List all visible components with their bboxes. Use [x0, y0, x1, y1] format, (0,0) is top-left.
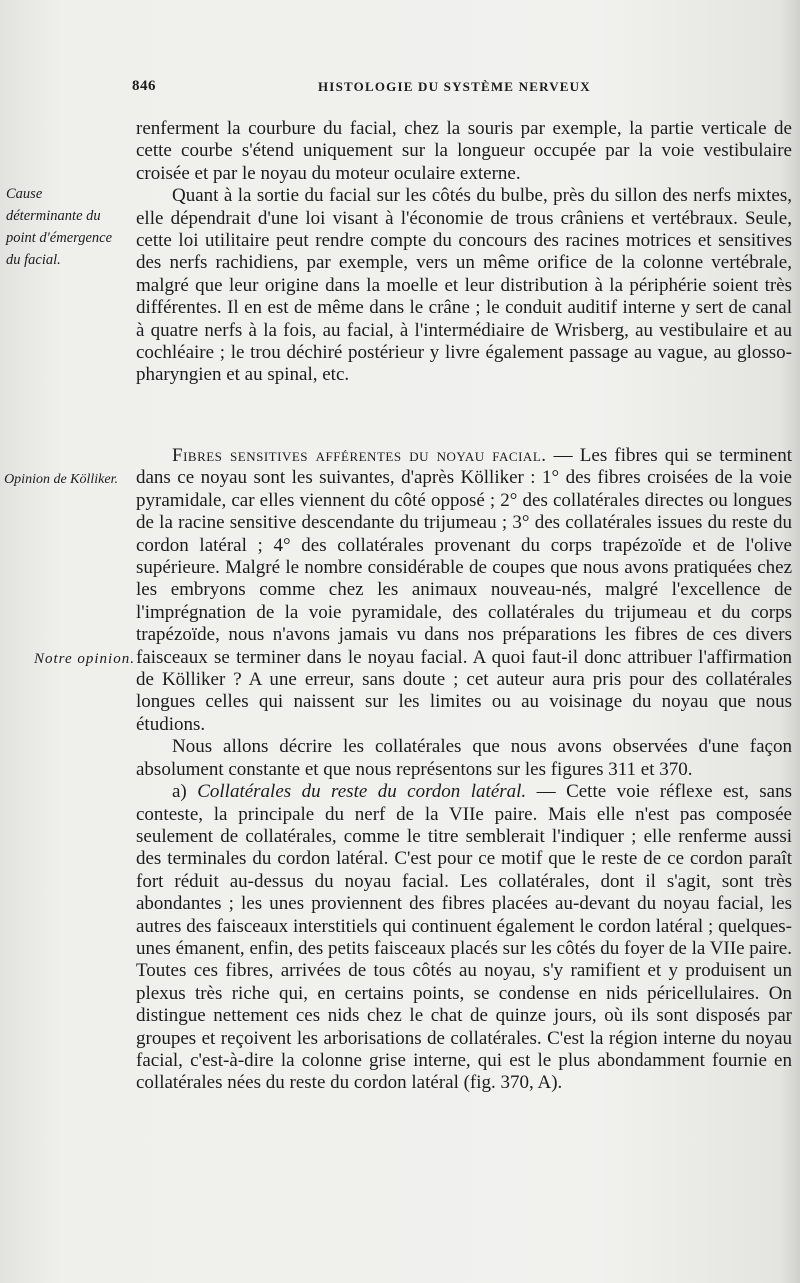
paragraph-cordon-text: — Cette voie réflexe est, sans conteste, la principale du nerf de la VIIe paire. Mais elle n'est pas composée seulement de collatérales, comme le titre semblerait l'indiquer ; elle renferme aussi des terminales du cordon latéral. C'est pour ce motif que le reste de ce cordon paraît fort réduit au-dessus du noyau facial. Les collatérales, dont il s'agit, sont très abondantes ; les unes proviennent des fibres placées au-devant du noyau facial, les autres des faisceaux interstitiels qui continuent également le cordon latéral ; quelques-unes émanent, enfin, des petits faisceaux placés sur les côtés du foyer de la VIIe paire. Toutes ces fibres, arrivées de tous côtés au noyau, s'y ramifient et y produisent un plexus très riche qui, en certains points, se condense en nids péricellulaires. On distingue nettement ces nids chez le chat de quinze jours, où ils sont disposés par groupes et reçoivent les arborisations de collatérales. C'est la région interne du noyau facial, c'est-à-dire la colonne grise interne, qui est le plus abondamment fournie en collatérales nées du reste du cordon latéral (fig. 370, A).: [136, 781, 792, 1094]
section-heading-fibres: Fibres sensitives afférentes du noyau facial.: [172, 445, 547, 466]
paragraph-continuation: renferment la courbure du facial, chez la souris par exemple, la partie verticale de cette courbe s'étend uniquement sur la longueur occupée par la voie vestibulaire croisée et par le noyau du moteur oculaire externe.: [136, 118, 792, 184]
paragraph-cordon-lateral: [136, 781, 792, 1095]
subsection-heading: Collatérales du reste du cordon latéral.: [197, 781, 527, 803]
text-block-bottom: [136, 445, 792, 1095]
margin-note-notre-opinion: Notre opinion.: [34, 651, 135, 667]
paragraph-collaterales-intro: Nous allons décrire les collatérales que nous avons observées d'une façon absolument constante et que nous représentons sur les figures 311 et 370.: [136, 736, 792, 780]
text-block-top: [136, 118, 792, 387]
page-header: [0, 76, 800, 100]
paragraph-fibres-text: — Les fibres qui se terminent dans ce noyau sont les suivantes, d'après Kölliker : 1° des fibres croisées de la voie pyramidale, car elles viennent du côté opposé ; 2° des collatérales directes ou longues de la racine sensitive descendante du trijumeau ; 3° des collatérales issues du reste du cordon latéral ; 4° des collatérales provenant du corps trapézoïde et de l'olive supérieure. Malgré le nombre considérable de coupes que nous avons pratiquées chez les embryons comme chez les animaux nouveau-nés, malgré l'excellence de l'imprégnation de la voie pyramidale, des collatérales du trijumeau et du corps trapézoïde, nous n'avons jamais vu dans nos préparations les fibres de ces divers faisceaux se terminer dans le noyau facial. A quoi faut-il donc attribuer l'affirmation de Kölliker ? A une erreur, sans doute ; cet auteur aura pris pour des collatérales longues celles qui naissent sur les limites ou au voisinage du noyau que nous étudions.: [136, 445, 793, 735]
subsection-label: a): [172, 781, 198, 803]
paragraph-sortie-facial: Quant à la sortie du facial sur les côtés du bulbe, près du sillon des nerfs mixtes, elle dépendrait d'une loi visant à l'économie de trous crâniens et vertébraux. Seule, cette loi utilitaire peut rendre compte du concours des racines motrices et sensitives des nerfs rachidiens, par exemple, vers un même orifice de la colonne vertébrale, malgré que leur origine dans la moelle et leur distribution à la périphérie soient très différentes. Il en est de même dans le crâne ; le conduit auditif interne y sert de canal à quatre nerfs à la fois, au facial, à l'intermédiaire de Wrisberg, au vestibulaire et au cochléaire ; le trou déchiré postérieur y livre également passage au vague, au glosso-pharyngien et au spinal, etc.: [136, 185, 792, 386]
margin-note-kolliker: Opinion de Kölliker.: [4, 472, 118, 487]
paragraph-fibres-sensitives: [136, 445, 792, 736]
page-number: 846: [132, 78, 156, 94]
margin-note-cause: Cause déterminante du point d'émergence du facial.: [6, 186, 113, 268]
running-title: HISTOLOGIE DU SYSTÈME NERVEUX: [318, 79, 591, 94]
